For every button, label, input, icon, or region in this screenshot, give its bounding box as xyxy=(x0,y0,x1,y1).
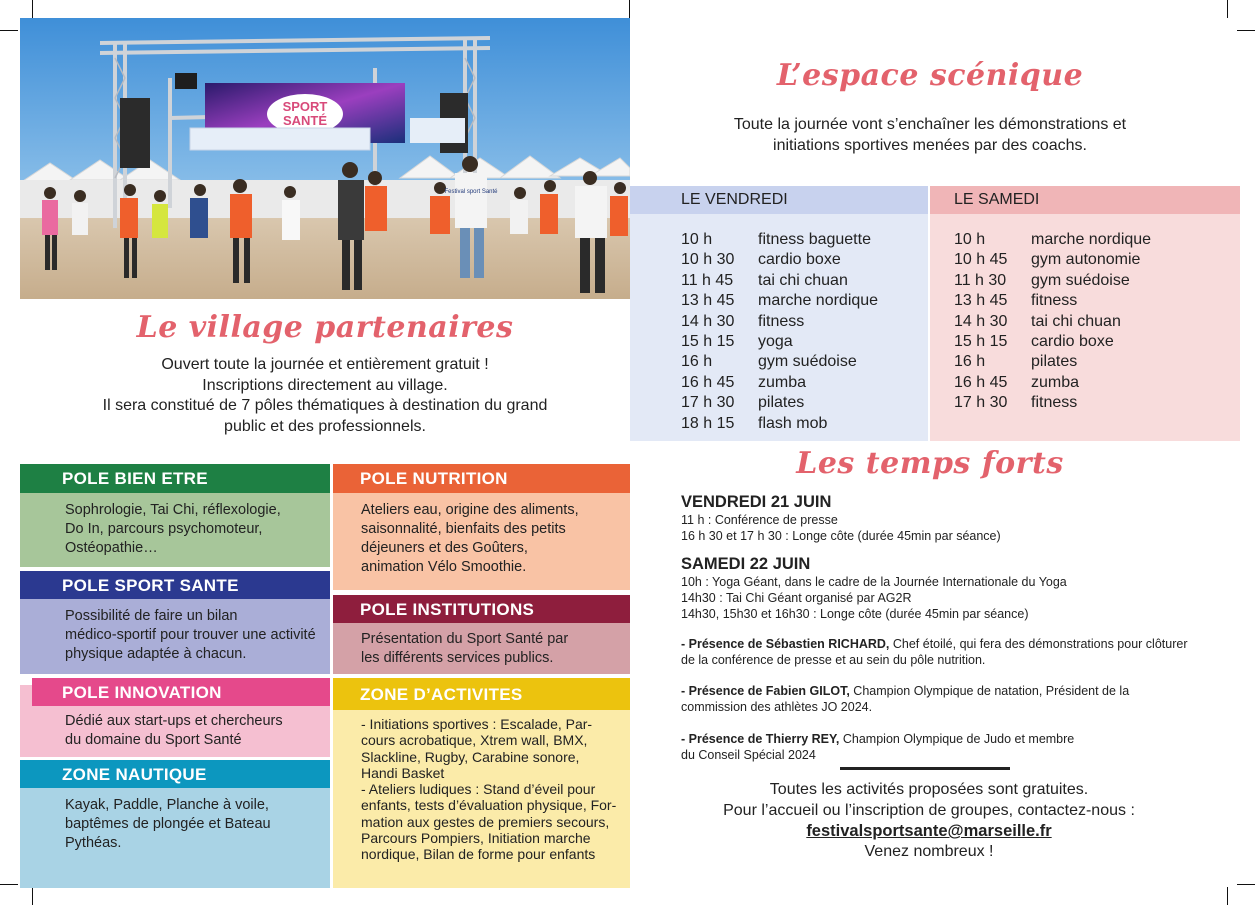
schedule-row xyxy=(954,353,1240,373)
schedule-time: 11 h 45 xyxy=(681,271,734,289)
friday-schedule xyxy=(630,214,928,441)
crop-mark xyxy=(1227,0,1228,18)
saturday-schedule xyxy=(930,214,1240,441)
highlight-time: 16 h 30 et 17 h 30 : xyxy=(681,529,789,543)
pole-text-line: - Initiations sportives : Escalade, Par- xyxy=(361,716,593,732)
footer-line: Venez nombreux ! xyxy=(864,842,994,860)
pole-text-line: les différents services publics. xyxy=(361,650,554,666)
guest-description: du Conseil Spécial 2024 xyxy=(681,748,816,762)
schedule-row xyxy=(681,313,928,333)
guest-description: Champion Olympique de Judo et membre xyxy=(839,732,1075,746)
pole-text-line: Sophrologie, Tai Chi, réflexologie, xyxy=(65,502,281,518)
schedule-time: 16 h 45 xyxy=(954,373,1008,391)
guest-description: Chef étoilé, qui fera des démonstrations pour clôturer xyxy=(889,637,1188,651)
pole-text-line: Kayak, Paddle, Planche à voile, xyxy=(65,797,269,813)
guest-description: Champion Olympique de natation, Président de la xyxy=(849,684,1130,698)
highlight-text: Conférence de presse xyxy=(711,513,838,527)
crop-mark xyxy=(629,0,630,18)
pole-text-line: saisonnalité, bienfaits des petits xyxy=(361,521,566,537)
pole-text-line: Parcours Pompiers, Initiation marche xyxy=(361,830,591,847)
pole-text-line: Possibilité de faire un bilan xyxy=(65,608,238,624)
crop-mark xyxy=(32,887,33,905)
village-intro xyxy=(20,355,630,437)
schedule-activity: gym suédoise xyxy=(758,353,857,371)
pole-text-line: enfants, tests d’évaluation physique, For- xyxy=(361,797,617,814)
schedule-row xyxy=(954,394,1240,414)
highlights-saturday xyxy=(681,555,1221,622)
highlight-time: 10h : xyxy=(681,575,709,589)
pole-text-line: nordique, Bilan de forme pour enfants xyxy=(361,846,596,863)
schedule-activity: zumba xyxy=(758,373,807,391)
stage-intro-line: initiations sportives menées par des coachs. xyxy=(773,136,1087,154)
crop-mark xyxy=(1227,887,1228,905)
schedule-row xyxy=(954,333,1240,353)
schedule-time: 15 h 15 xyxy=(954,332,1008,350)
schedule-row xyxy=(954,251,1240,271)
schedule-activity: fitness xyxy=(1031,394,1078,412)
schedule-time: 11 h 30 xyxy=(954,271,1007,289)
schedule-activity: marche nordique xyxy=(758,292,879,310)
schedule-time: 13 h 45 xyxy=(681,292,735,310)
schedule-time: 16 h xyxy=(681,353,713,371)
pole-sport-sante-body xyxy=(20,599,330,674)
highlight-item xyxy=(681,590,1221,606)
schedule-row xyxy=(681,333,928,353)
stage-intro-line: Toute la journée vont s’enchaîner les démonstrations et xyxy=(733,116,1127,133)
guest-name: - Présence de Fabien GILOT, xyxy=(681,684,850,698)
village-intro-line: Il sera constitué de 7 pôles thématiques à destination du grand xyxy=(102,397,548,414)
schedule-activity: fitness xyxy=(1031,292,1078,310)
pole-text-line: baptêmes de plongée et Bateau xyxy=(65,816,271,832)
pole-innovation-body xyxy=(20,706,330,756)
pole-text-line: Présentation du Sport Santé par xyxy=(361,631,569,647)
highlight-text: Longe côte (durée 45min par séance) xyxy=(816,607,1029,621)
saturday-header: LE SAMEDI xyxy=(930,186,1240,214)
schedule-time: 17 h 30 xyxy=(681,394,735,412)
schedule-activity: gym suédoise xyxy=(1031,271,1130,289)
pole-text-line: Ateliers eau, origine des aliments, xyxy=(361,502,579,518)
highlight-item xyxy=(681,528,1221,544)
schedule-row xyxy=(954,231,1240,251)
schedule-activity: gym autonomie xyxy=(1031,251,1141,269)
stage-title: L’espace scénique xyxy=(776,58,1084,93)
schedule-activity: fitness baguette xyxy=(758,231,871,248)
pole-text-line: - Ateliers ludiques : Stand d’éveil pour xyxy=(361,781,596,798)
pole-text-line: Dédié aux start-ups et chercheurs xyxy=(65,713,283,729)
crop-mark xyxy=(0,884,18,885)
schedule-time: 16 h xyxy=(954,353,986,371)
contact-email-link[interactable]: festivalsportsante@marseille.fr xyxy=(806,822,1052,840)
banner-text-sport: SPORT xyxy=(282,99,328,114)
highlights-title: Les temps forts xyxy=(796,446,1064,481)
schedule-activity: fitness xyxy=(758,312,805,330)
schedule-time: 17 h 30 xyxy=(954,394,1008,412)
guest-item xyxy=(681,636,1221,668)
pole-institutions-header: POLE INSTITUTIONS xyxy=(333,595,630,623)
pole-text-line: Slackline, Rugby, Carabine sonore, xyxy=(361,748,580,765)
guest-name: - Présence de Sébastien RICHARD, xyxy=(681,637,890,651)
pole-text-line: Do In, parcours psychomoteur, xyxy=(65,521,263,537)
pole-text-line: animation Vélo Smoothie. xyxy=(361,559,527,575)
schedule-time: 10 h xyxy=(954,231,986,248)
footer-line: Pour l’accueil ou l’inscription de groupes, contactez-nous : xyxy=(723,801,1135,819)
highlight-item xyxy=(681,606,1221,622)
festival-photo xyxy=(20,18,630,299)
highlight-item xyxy=(681,574,1221,590)
highlight-time: 14h30, 15h30 et 16h30 : xyxy=(681,607,817,621)
pole-sport-sante-header: POLE SPORT SANTE xyxy=(20,571,330,599)
friday-header: LE VENDREDI xyxy=(630,186,928,214)
divider xyxy=(840,767,1010,770)
schedule-row xyxy=(681,292,928,312)
pole-text-line: Pythéas. xyxy=(65,835,122,851)
schedule-time: 10 h 45 xyxy=(954,251,1008,269)
schedule-row xyxy=(681,394,928,414)
banner-text-sante: SANTÉ xyxy=(282,113,328,128)
schedule-row xyxy=(954,313,1240,333)
crop-mark xyxy=(32,0,33,18)
crop-mark xyxy=(1237,30,1255,31)
schedule-activity: cardio boxe xyxy=(1031,332,1114,350)
footer xyxy=(630,780,1228,862)
village-title: Le village partenaires xyxy=(136,310,514,345)
zone-activites-body xyxy=(333,710,630,888)
schedule-row xyxy=(954,292,1240,312)
footer-line: Toutes les activités proposées sont gratuites. xyxy=(769,781,1089,798)
schedule-time: 18 h 15 xyxy=(681,414,735,432)
schedule-time: 14 h 30 xyxy=(954,312,1008,330)
guest-name: - Présence de Thierry REY, xyxy=(681,732,840,746)
schedule-activity: pilates xyxy=(1031,353,1078,371)
schedule-activity: marche nordique xyxy=(1031,231,1152,248)
pole-bien-etre-body xyxy=(20,493,330,567)
zone-nautique-header: ZONE NAUTIQUE xyxy=(20,760,330,788)
pole-text-line: déjeuners et des Goûters, xyxy=(361,540,528,556)
schedule-activity: pilates xyxy=(758,394,805,412)
village-intro-line: Ouvert toute la journée et entièrement gratuit ! xyxy=(161,356,489,373)
crop-mark xyxy=(0,30,18,31)
guest-item xyxy=(681,683,1221,715)
highlight-time: 14h30 : xyxy=(681,591,723,605)
schedule-time: 16 h 45 xyxy=(681,373,735,391)
schedule-activity: tai chi chuan xyxy=(1031,312,1121,330)
pole-bien-etre-header: POLE BIEN ETRE xyxy=(20,464,330,493)
highlights-friday xyxy=(681,493,1221,544)
pole-text-line: physique adaptée à chacun. xyxy=(65,646,247,662)
schedule-time: 14 h 30 xyxy=(681,312,735,330)
schedule-time: 10 h 30 xyxy=(681,251,735,269)
village-intro-line: public et des professionnels. xyxy=(224,417,426,435)
schedule-activity: zumba xyxy=(1031,373,1080,391)
crop-mark xyxy=(1237,884,1255,885)
pole-text-line: mation aux gestes de premiers secours, xyxy=(361,813,610,830)
highlight-text: Longe côte (durée 45min par séance) xyxy=(788,529,1001,543)
schedule-row xyxy=(954,374,1240,394)
highlight-text: Yoga Géant, dans le cadre de la Journée Internationale du Yoga xyxy=(708,575,1067,589)
schedule-time: 15 h 15 xyxy=(681,332,735,350)
highlights-friday-date: VENDREDI 21 JUIN xyxy=(681,493,832,511)
schedule-row xyxy=(954,272,1240,292)
schedule-activity: tai chi chuan xyxy=(758,271,848,289)
pole-institutions-body xyxy=(333,623,630,674)
schedule-time: 10 h xyxy=(681,231,713,248)
guest-item xyxy=(681,731,1221,763)
schedule-activity: yoga xyxy=(758,332,793,350)
pole-nutrition-body xyxy=(333,493,630,590)
schedule-activity: cardio boxe xyxy=(758,251,841,269)
schedule-row xyxy=(681,272,928,292)
tshirt-text: Festival sport Santé xyxy=(444,189,498,195)
schedule-row xyxy=(681,231,928,251)
pole-text-line: cours acrobatique, Xtrem wall, BMX, xyxy=(361,732,588,749)
guest-description: commission des athlètes JO 2024. xyxy=(681,700,873,714)
pole-innovation-header: POLE INNOVATION xyxy=(32,678,330,706)
schedule-row xyxy=(681,353,928,373)
guest-description: de la conférence de presse et au sein du pôle nutrition. xyxy=(681,653,986,667)
zone-activites-header: ZONE D’ACTIVITES xyxy=(333,678,630,710)
village-intro-line: Inscriptions directement au village. xyxy=(202,376,448,394)
highlight-time: 11 h : xyxy=(681,513,712,527)
highlight-text: Tai Chi Géant organisé par AG2R xyxy=(722,591,912,605)
pole-text-line: médico-sportif pour trouver une activité xyxy=(65,627,316,643)
schedule-time: 13 h 45 xyxy=(954,292,1008,310)
pole-text-line: du domaine du Sport Santé xyxy=(65,732,242,748)
highlight-item xyxy=(681,512,1221,528)
zone-nautique-body xyxy=(20,788,330,888)
schedule-row xyxy=(681,374,928,394)
schedule-activity: flash mob xyxy=(758,414,828,432)
schedule-row xyxy=(681,251,928,271)
schedule-row xyxy=(681,415,928,435)
pole-nutrition-header: POLE NUTRITION xyxy=(333,464,630,493)
pole-text-line: Ostéopathie… xyxy=(65,540,158,556)
highlights-saturday-date: SAMEDI 22 JUIN xyxy=(681,555,811,573)
pole-text-line: Handi Basket xyxy=(361,764,445,781)
stage-intro xyxy=(630,115,1230,156)
